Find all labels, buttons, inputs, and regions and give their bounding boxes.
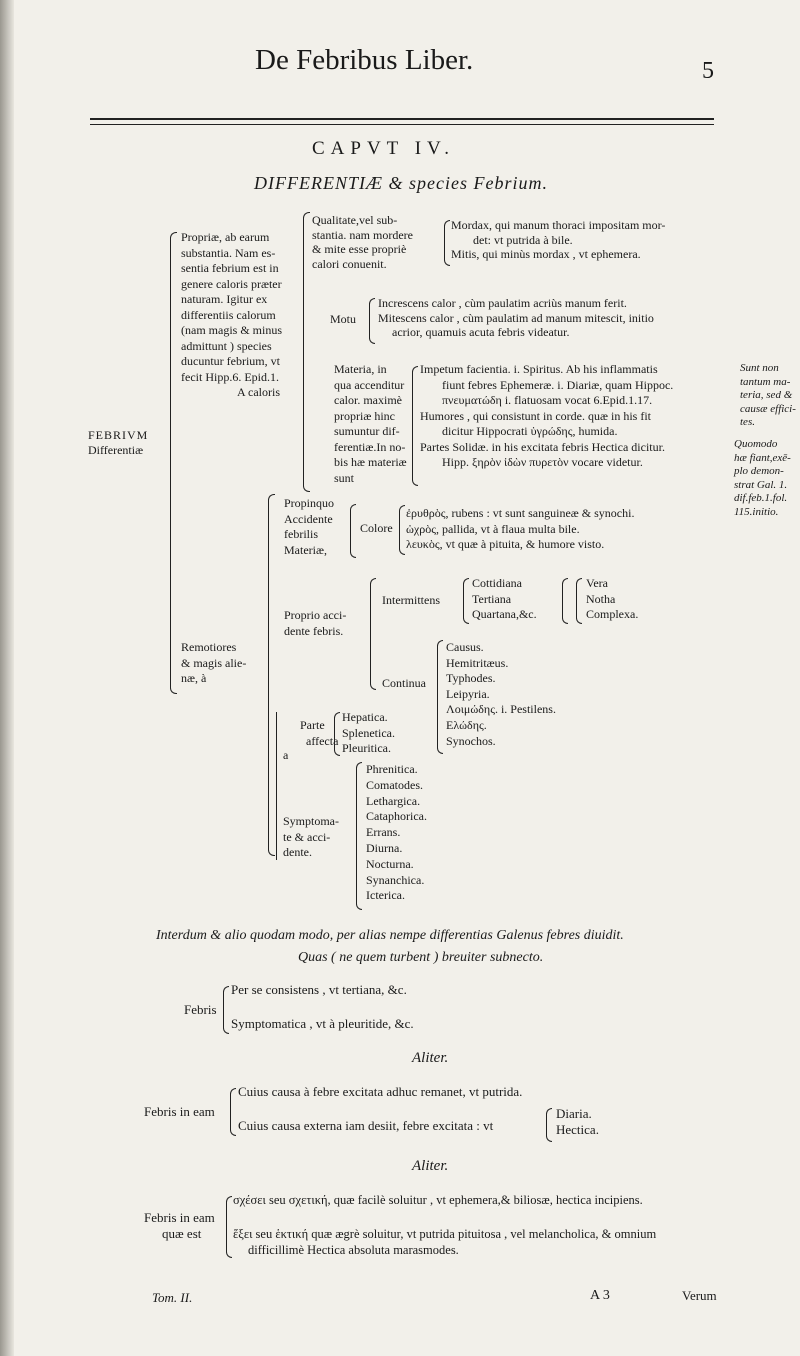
vera-items: Vera Notha Complexa. [586,576,639,621]
section1-item-2: Symptomatica , vt à pleuritide, &c. [231,1016,414,1031]
propriae-text: Propriæ, ab earum substantia. Nam es- sentia febrium est in genere caloris præter naturam. Igitur ex differentiis calorum (nam magis & minus admittunt ) species ducuntur febrium, vt fecit Hipp.6. Epid.1. A caloris [181,230,282,399]
chapter-subtitle: DIFFERENTIÆ & species Febrium. [254,173,548,193]
section3-label: Febris in eam quæ est [144,1210,215,1241]
materia-brace [412,366,418,486]
margin-note-materia: Sunt non tantum ma- teria, sed & causæ effici- tes. [740,362,796,428]
motu-items: Increscens calor , cùm paulatim acriùs manum ferit. Mitescens calor , cùm paulatim ad manum mitescit, initio acrior, quamuis acuta febris videatur. [378,296,654,339]
aliter-heading-1: Aliter. [412,1050,449,1066]
page-number: 5 [702,58,714,84]
parte-brace [334,712,340,756]
footer-signature: A 3 [590,1288,610,1303]
qualitate-text: Qualitate,vel sub- stantia. nam mordere & mite esse propriè calori conuenit. [312,213,413,271]
continua-label: Continua [382,676,426,690]
section1-brace [223,986,229,1034]
colore-items: ἐρυθρὸς, rubens : vt sunt sanguineæ & synochi. ὠχρὸς, pallida, vt à flaua multa bile. λευκὸς, vt quæ à pituita, & humore visto. [406,506,635,551]
propinquo-brace [350,504,356,558]
section2-sub-items: Diaria. Hectica. [556,1106,599,1137]
parte-items: Hepatica. Splenetica. Pleuritica. [342,710,395,755]
a-label: a [283,748,289,762]
section2-item-2: Cuius causa externa iam desiit, febre excitata : vt [238,1118,494,1133]
continua-items: Causus. Hemitritæus. Typhodes. Leipyria. Λοιμώδης. i. Pestilens. Ελώδης. Synochos. [446,640,556,748]
propinquo-text: Propinquo Accidente febrilis Materiæ, [284,496,335,557]
header-rule-bottom [90,124,714,125]
vera-brace-right [576,578,582,624]
margin-note-galen: Quomodo hæ fiant,exē- plo demon- strat Gal. 1. dif.feb.1.fol. 115.initio. [734,438,791,518]
footer-catchword: Verum [682,1288,717,1303]
aliter-heading-2: Aliter. [412,1158,449,1174]
interdum-line2: Quas ( ne quem turbent ) breuiter subnecto. [298,950,544,965]
section1-item-1: Per se consistens , vt tertiana, &c. [231,982,407,997]
remotiores-brace [268,494,275,856]
intermittens-items: Cottidiana Tertiana Quartana,&c. [472,576,537,621]
chapter-heading: CAPVT IV. [312,138,456,159]
page-edge-shadow [0,0,14,1356]
proprio-brace [370,578,376,690]
qualitate-brace [444,220,450,266]
symptomate-items: Phrenitica. Comatodes. Lethargica. Cataphorica. Errans. Diurna. Nocturna. Synanchica. Icterica. [366,762,427,903]
vera-brace-left [562,578,568,624]
header-rule-top [90,118,714,120]
root-label: FEBRIVM Differentiæ [88,428,149,457]
motu-brace [369,298,375,344]
section1-label: Febris [184,1002,217,1017]
section2-item-1: Cuius causa à febre excitata adhuc remanet, vt putrida. [238,1084,523,1099]
continua-brace [437,640,443,754]
materia-text: Materia, in qua accenditur calor. maximè propriæ hinc sumuntur dif- ferentiæ.In no- bis hæ materiæ sunt [334,362,407,485]
parte-text: Parte affecta [300,718,339,748]
propriae-brace [303,212,310,492]
interdum-line1: Interdum & alio quodam modo, per alias nempe differentias Galenus febres diuidit. [156,928,624,943]
symptomate-text: Symptoma- te & acci- dente. [283,814,339,859]
motu-label: Motu [330,312,357,326]
symptomate-brace [356,762,362,910]
intermittens-label: Intermittens [382,593,440,607]
materia-items: Impetum facientia. i. Spiritus. Ab his inflammatis fiunt febres Ephemeræ. i. Diariæ, quam Hippoc. πνευματώδη i. flatuosam vocat 6.Epid.1.17. Humores , qui consistunt in corde. quæ in his fit dicitur Hippocrati ὑγρώδης, humida. Partes Solidæ. in his excitata febris Hectica dicitur. Hipp. ξηρὸν ἰδὼν πυρετὸν vocare videtur. [420,362,674,469]
remotiores-text: Remotiores & magis alie- næ, à [181,640,247,685]
section2-label: Febris in eam [144,1104,215,1119]
section3-item-2: ἕξει seu ἑκτική quæ ægrè soluitur, vt putrida pituitosa , vel melancholica, & omnium [233,1227,657,1241]
section3-brace [226,1196,232,1258]
running-title: De Febribus Liber. [255,44,474,76]
qualitate-items: Mordax, qui manum thoraci impositam mor- det: vt putrida à bile. Mitis, qui minùs mordax , vt ephemera. [451,218,666,261]
footer-volume: Tom. II. [152,1290,193,1305]
root-brace [170,232,177,694]
a-connector [276,712,277,860]
colore-label: Colore [360,521,393,535]
section3-item-1: σχέσει seu σχετική, quæ facilè soluitur , vt ephemera,& biliosæ, hectica incipiens. [233,1193,643,1207]
intermittens-brace [463,578,469,624]
proprio-text: Proprio acci- dente febris. [284,608,347,638]
section2-brace [230,1088,236,1136]
section3-item-3: difficillimè Hectica absoluta marasmodes. [248,1243,459,1257]
section2-sub-brace [546,1108,552,1142]
colore-brace [399,505,405,555]
